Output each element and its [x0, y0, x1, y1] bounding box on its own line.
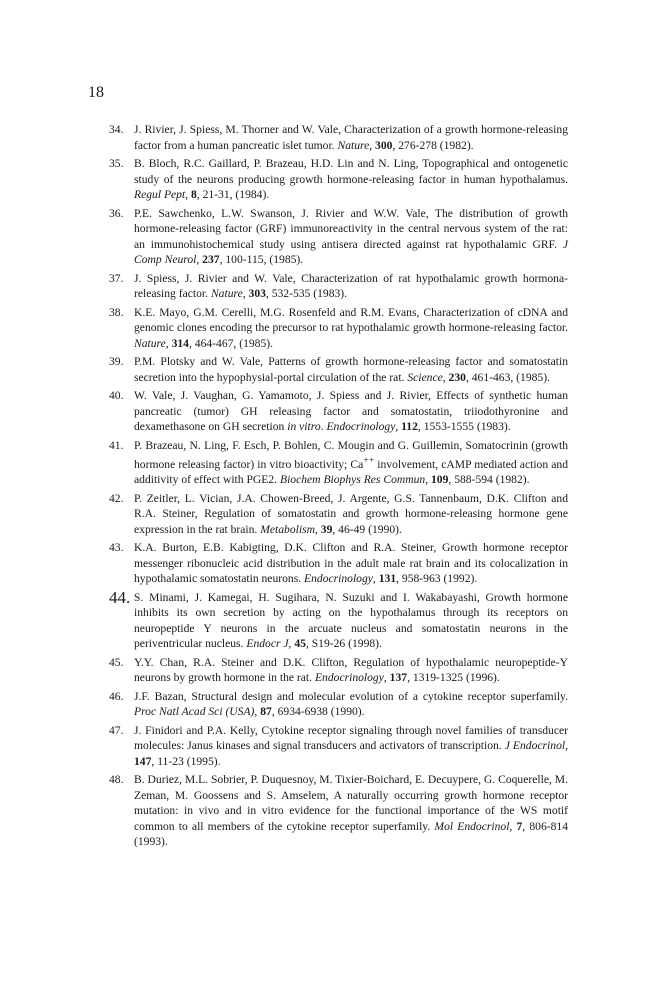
reference-text — [134, 772, 568, 850]
reference-text — [134, 540, 568, 587]
reference-item — [109, 491, 568, 538]
reference-item — [109, 772, 568, 850]
reference-text — [134, 655, 568, 686]
separator: , — [395, 420, 402, 433]
citation-text: J. Finidori and P.A. Kelly, Cytokine receptor signaling through novel families of transducer molecules: Janus kinases and signal transducers and activators of transcription. — [134, 723, 568, 753]
reference-number: 44. — [109, 587, 131, 607]
citation-text: W. Vale, J. Vaughan, G. Yamamoto, J. Spiess and J. Rivier, Effects of synthetic human pancreatic (tumor) GH releasing factor and somatostatin, triiodothyronine and dexamethasone on GH secretion — [134, 389, 568, 433]
italic-term: in vitro — [287, 420, 321, 433]
citation-text: K.A. Burton, E.B. Kabigting, D.K. Clifton and R.A. Steiner, Growth hormone receptor messenger ribonucleic acid distribution in the adult male rat brain and its colocalization in hypothalamic somatostatin neurons. — [134, 541, 568, 586]
reference-item — [109, 156, 568, 203]
journal-name: Endocrinology — [314, 671, 384, 685]
journal-name: Endocrinology — [326, 420, 396, 433]
volume-number: 131 — [378, 572, 397, 586]
reference-number: 38. — [109, 305, 124, 319]
reference-text — [134, 590, 568, 652]
reference-number: 47. — [109, 723, 124, 737]
citation-pages: , 1553-1555 (1983). — [417, 420, 511, 433]
reference-item — [109, 271, 568, 302]
reference-text — [134, 305, 568, 352]
separator: , — [196, 253, 203, 266]
reference-text — [134, 271, 568, 302]
reference-number: 42. — [109, 491, 124, 505]
volume-number: 147 — [134, 754, 152, 768]
citation-pages: , 1319-1325 (1996). — [407, 671, 500, 685]
volume-number: 109 — [431, 473, 449, 487]
separator: , — [442, 370, 449, 384]
reference-text — [134, 689, 568, 720]
reference-text — [134, 156, 568, 203]
citation-pages: , 588-594 (1982). — [448, 473, 530, 487]
citation-text: P.E. Sawchenko, L.W. Swanson, J. Rivier and W.W. Vale, The distribution of growth hormone-releasing factor (GRF) immunoreactivity in the central nervous system of the rat: an immunohistochemical study using antisera directed against rat hypothalamic GRF. — [134, 206, 568, 251]
journal-name: Nature — [337, 138, 370, 152]
separator: , — [565, 739, 568, 753]
journal-name: J Comp Neurol — [134, 237, 568, 266]
journal-name: Endocrinology — [304, 572, 373, 586]
reference-number: 45. — [109, 655, 124, 669]
citation-text: B. Duriez, M.L. Sobrier, P. Duquesnoy, M. Tixier-Boichard, E. Decuypere, G. Coquerelle, M. Zeman, M. Goossens and S. Amselem, A naturally occurring growth hormone receptor mutation: in vivo and in vitro evidence for the functional importance of the WS motif common to all members of the cytokine receptor superfamily. — [134, 773, 568, 833]
reference-text — [134, 438, 568, 488]
citation-pages: , 100-115, (1985). — [219, 253, 304, 266]
separator: , — [185, 188, 191, 201]
citation-pages: , 806-814 (1993). — [134, 819, 569, 849]
reference-item — [109, 388, 568, 435]
citation-pages: , 461-463, (1985). — [465, 370, 550, 384]
journal-name: Nature — [134, 336, 166, 350]
reference-number: 34. — [109, 123, 124, 136]
volume-number: 7 — [516, 819, 523, 833]
reference-item — [109, 689, 568, 720]
citation-pages: , 276-278 (1982). — [392, 138, 474, 152]
citation-pages: , 532-535 (1983). — [265, 287, 348, 300]
reference-item — [109, 587, 568, 652]
separator: , — [383, 671, 390, 685]
volume-number: 112 — [401, 420, 418, 433]
reference-number: 40. — [109, 389, 124, 402]
journal-name: Endocr J — [246, 637, 289, 651]
reference-item — [109, 655, 568, 686]
journal-name: Metabolism — [260, 522, 315, 536]
citation-pages: , 11-23 (1995). — [151, 754, 221, 768]
volume-number: 303 — [248, 287, 266, 300]
citation-text: P.M. Plotsky and W. Vale, Patterns of growth hormone-releasing factor and somatostatin secretion into the hypophysial-portal circulation of the rat. — [134, 355, 568, 384]
journal-name: Nature — [210, 287, 243, 300]
reference-number: 46. — [109, 689, 124, 703]
reference-item — [109, 354, 568, 385]
citation-pages: , 21-31, (1984). — [196, 188, 270, 201]
volume-number: 137 — [389, 671, 408, 685]
citation-pages: , 46-49 (1990). — [332, 522, 402, 536]
reference-text — [134, 388, 568, 435]
volume-number: 230 — [448, 370, 466, 384]
volume-number: 237 — [202, 253, 220, 266]
separator: , — [314, 522, 321, 536]
volume-number: 45 — [294, 637, 306, 651]
page-number: 18 — [88, 84, 104, 101]
journal-name: J Endocrinol — [504, 739, 566, 753]
separator: , — [369, 138, 376, 152]
reference-list — [109, 122, 568, 853]
reference-item — [109, 122, 568, 153]
citation-text: involvement, cAMP mediated action and additivity of effect with PGE2. — [134, 457, 568, 487]
citation-pages: , S19-26 (1998). — [305, 637, 382, 651]
separator: , — [425, 473, 431, 487]
volume-number: 87 — [260, 705, 272, 719]
reference-number: 43. — [109, 541, 124, 555]
reference-text — [134, 491, 568, 538]
separator: , — [288, 637, 295, 651]
citation-text: J.F. Bazan, Structural design and molecular evolution of a cytokine receptor superfamily. — [134, 689, 568, 703]
journal-name: Biochem Biophys Res Commun — [279, 473, 426, 487]
reference-number: 37. — [109, 271, 124, 285]
journal-name: Mol Endocrinol — [434, 819, 510, 833]
volume-number: 39 — [320, 522, 333, 536]
citation-pages: , 6934-6938 (1990). — [271, 705, 365, 719]
journal-name: Regul Pept — [134, 188, 186, 201]
reference-number: 48. — [109, 773, 124, 787]
citation-text: J. Spiess, J. Rivier and W. Vale, Characterization of rat hypothalamic growth hormona-releasing factor. — [134, 271, 568, 300]
citation-pages: , 958-963 (1992). — [396, 572, 478, 586]
reference-item — [109, 305, 568, 352]
reference-item — [109, 723, 568, 770]
reference-item — [109, 540, 568, 587]
reference-text — [134, 206, 568, 268]
reference-number: 35. — [109, 157, 124, 170]
citation-text: B. Bloch, R.C. Gaillard, P. Brazeau, H.D. Lin and N. Ling, Topographical and ontogenetic study of the neurons producing growth hormone-releasing factor in human hypothalamus. — [134, 157, 568, 186]
reference-text — [134, 354, 568, 385]
citation-text: P. Zeitler, L. Vician, J.A. Chowen-Breed, J. Argente, G.S. Tannenbaum, D.K. Clifton and R.A. Steiner, Regulation of somatostatin and growth hormone-releasing hormone gene expression in the rat brain. — [134, 491, 568, 536]
separator: , — [242, 287, 249, 300]
volume-number: 314 — [171, 336, 189, 350]
reference-number: 41. — [109, 438, 124, 452]
journal-name: Science — [407, 370, 443, 384]
journal-name: Proc Natl Acad Sci (USA) — [134, 705, 255, 719]
reference-text — [134, 122, 568, 153]
citation-text: Y.Y. Chan, R.A. Steiner and D.K. Clifton, Regulation of hypothalamic neuropeptide-Y neurons by growth hormone in the rat. — [134, 655, 568, 685]
separator: , — [254, 705, 261, 719]
separator: , — [372, 572, 379, 586]
reference-number: 39. — [109, 355, 124, 368]
reference-number: 36. — [109, 206, 124, 220]
volume-number: 8 — [190, 188, 197, 201]
citation-text: P. Brazeau, N. Ling, F. Esch, P. Bohlen, C. Mougin and G. Guillemin, Somatocrinin (growth hormone releasing factor) in vitro bioactivity; Ca — [134, 438, 568, 471]
reference-item — [109, 206, 568, 268]
citation-text: . — [320, 420, 327, 433]
citation-text: S. Minami, J. Kamegai, H. Sugihara, N. Suzuki and I. Wakabayashi, Growth hormone inhibits its own secretion by acting on the hypothalamus through its receptors on neuropeptide Y neurons in the arcuate nucleus and somatostatin neurons in the periventricular nucleus. — [134, 590, 568, 651]
citation-pages: , 464-467, (1985). — [188, 336, 274, 350]
volume-number: 300 — [375, 138, 393, 152]
separator: , — [165, 336, 172, 350]
reference-item — [109, 438, 568, 488]
citation-text: J. Rivier, J. Spiess, M. Thorner and W. Vale, Characterization of a growth hormone-releasing factor from a human pancreatic islet tumor. — [134, 123, 568, 152]
superscript: ++ — [363, 455, 375, 466]
reference-text — [134, 723, 568, 770]
citation-text: K.E. Mayo, G.M. Cerelli, M.G. Rosenfeld and R.M. Evans, Characterization of cDNA and genomic clones encoding the precursor to rat hypothalamic growth hormone-releasing factor. — [134, 305, 568, 334]
separator: , — [509, 819, 517, 833]
